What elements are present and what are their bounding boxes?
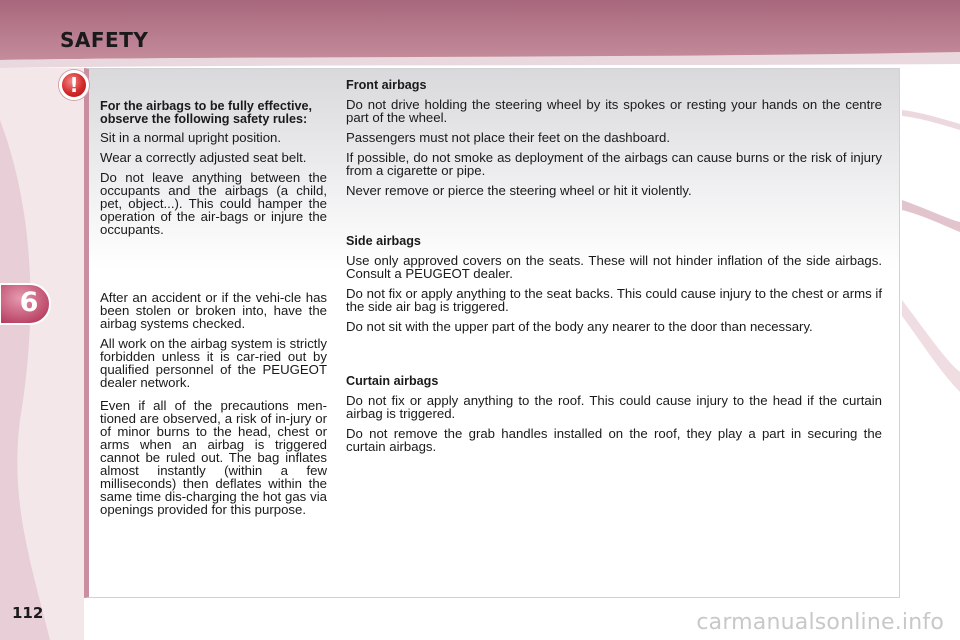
spacer xyxy=(346,340,882,375)
right-paragraph: Passengers must not place their feet on the dashboard. xyxy=(346,130,671,145)
right-column xyxy=(346,79,882,460)
page-number: 112 xyxy=(12,604,44,622)
left-paragraph: Sit in a normal upright position. xyxy=(100,130,282,145)
section-heading-side-airbags: Side airbags xyxy=(346,234,421,248)
left-heading: For the airbags to be fully effective, observe the following safety rules: xyxy=(100,99,313,126)
right-paragraph: Do not fix or apply anything to the roof. This could cause injury to the head if the curtain airbag is triggered. xyxy=(346,393,882,421)
watermark: carmanualsonline.info xyxy=(696,610,944,635)
left-paragraph: After an accident or if the vehi-cle has been stolen or broken into, have the airbag systems checked. xyxy=(100,290,327,331)
section-heading-front-airbags: Front airbags xyxy=(346,78,427,92)
page-title: SAFETY xyxy=(60,28,149,52)
right-paragraph: Do not fix or apply anything to the seat backs. This could cause injury to the chest or arms if the side air bag is triggered. xyxy=(346,286,882,314)
spacer xyxy=(346,204,882,235)
left-column xyxy=(100,100,327,523)
left-paragraph: Do not leave anything between the occupants and the airbags (a child, pet, object...). This could hamper the operation of the air-bags or injure the occupants. xyxy=(100,170,327,237)
left-paragraph: Even if all of the precautions men-tioned are observed, a risk of in-jury or of minor burns to the head, chest or arms when an airbag is triggered cannot be ruled out. The bag inflates almost instantly (within a few milliseconds) then deflates within the same time dis-charging the hot gas via openings provided for this purpose. xyxy=(100,398,327,517)
right-paragraph: Do not sit with the upper part of the body any nearer to the door than necessary. xyxy=(346,319,813,334)
right-paragraph: If possible, do not smoke as deployment of the airbags can cause burns or the risk of injury from a cigarette or pipe. xyxy=(346,150,882,178)
chapter-number: 6 xyxy=(19,287,39,318)
right-paragraph: Never remove or pierce the steering wheel or hit it violently. xyxy=(346,183,692,198)
right-paragraph: Use only approved covers on the seats. These will not hinder inflation of the side airbags. Consult a PEUGEOT dealer. xyxy=(346,253,882,281)
right-paragraph: Do not remove the grab handles installed on the roof, they play a part in securing the curtain airbags. xyxy=(346,426,882,454)
left-paragraph: All work on the airbag system is strictly forbidden unless it is car-ried out by qualified personnel of the PEUGEOT dealer network. xyxy=(100,336,327,390)
section-heading-curtain-airbags: Curtain airbags xyxy=(346,374,439,388)
right-paragraph: Do not drive holding the steering wheel by its spokes or resting your hands on the centre part of the wheel. xyxy=(346,97,882,125)
exclamation-warning-icon: ! xyxy=(59,70,89,100)
spacer xyxy=(100,243,327,291)
left-paragraph: Wear a correctly adjusted seat belt. xyxy=(100,150,307,165)
